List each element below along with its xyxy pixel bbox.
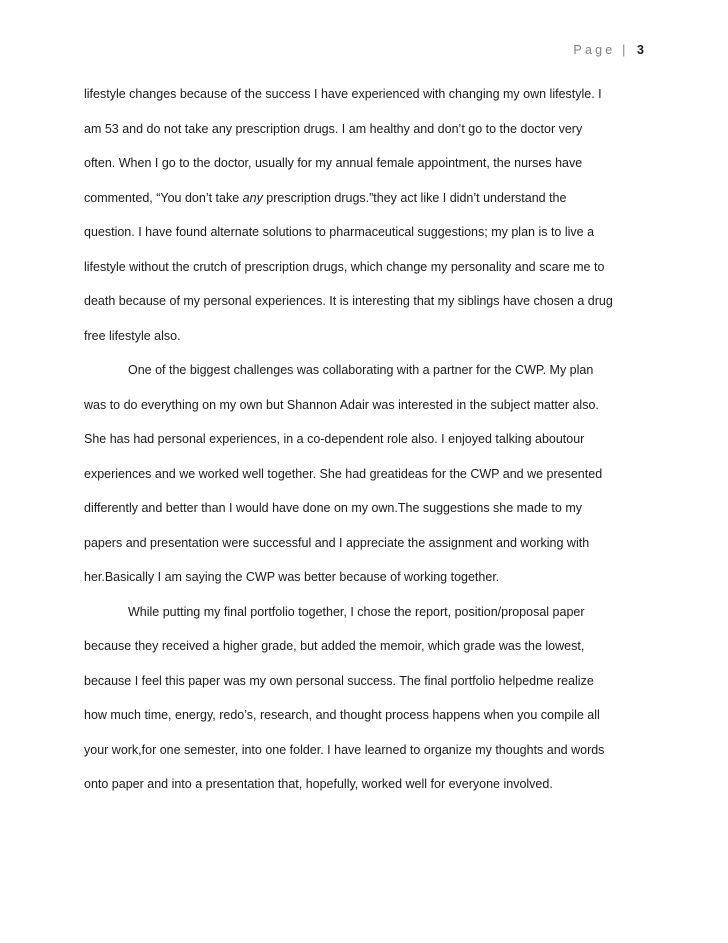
text-line: lifestyle without the crutch of prescription drugs, which change my personality and scare me to (84, 259, 605, 274)
paragraph-3 (84, 595, 654, 802)
text-line: was to do everything on my own but Shannon Adair was interested in the subject matter also. (84, 397, 599, 412)
page-header (573, 43, 644, 57)
paragraph-2 (84, 353, 654, 595)
text-line: differently and better than I would have done on my own.The suggestions she made to my (84, 501, 582, 515)
text-line: While putting my final portfolio together, I chose the report, position/proposal paper (128, 604, 585, 619)
text-line: free lifestyle also. (84, 328, 181, 343)
paragraph-1 (84, 77, 654, 353)
emphasized-word: any (242, 190, 263, 205)
text-line: question. I have found alternate solutions to pharmaceutical suggestions; my plan is to live a (84, 225, 595, 239)
text-line: One of the biggest challenges was collaborating with a partner for the CWP. My plan (128, 363, 594, 377)
text-line: onto paper and into a presentation that, hopefully, worked well for everyone involved. (84, 777, 553, 791)
text-line: because they received a higher grade, but added the memoir, which grade was the lowest, (84, 639, 585, 653)
text-line: She has had personal experiences, in a co-dependent role also. I enjoyed talking aboutour (84, 432, 585, 446)
text-line (84, 181, 654, 216)
text-line: her.Basically I am saying the CWP was better because of working together. (84, 570, 500, 584)
text-line: how much time, energy, redo’s, research, and thought process happens when you compile all (84, 708, 600, 722)
header-separator: | (622, 43, 626, 57)
text-line: papers and presentation were successful and I appreciate the assignment and working with (84, 535, 590, 550)
page-number: 3 (637, 43, 644, 57)
page-label: Page (573, 43, 616, 57)
text-line: because I feel this paper was my own personal success. The final portfolio helpedme realize (84, 673, 594, 688)
text-line: experiences and we worked well together. She had greatideas for the CWP and we presented (84, 466, 603, 481)
text-segment: prescription drugs.”they act like I didn’t understand the (262, 190, 567, 205)
text-line: your work,for one semester, into one folder. I have learned to organize my thoughts and words (84, 742, 605, 757)
text-line: often. When I go to the doctor, usually for my annual female appointment, the nurses have (84, 156, 583, 170)
text-line: death because of my personal experiences. It is interesting that my siblings have chosen a drug (84, 294, 613, 308)
text-segment: commented, “You don’t take (84, 190, 243, 205)
body-text (84, 77, 654, 802)
text-line: am 53 and do not take any prescription drugs. I am healthy and don’t go to the doctor very (84, 121, 583, 136)
text-line: lifestyle changes because of the success I have experienced with changing my own lifestyle. I (84, 87, 602, 101)
